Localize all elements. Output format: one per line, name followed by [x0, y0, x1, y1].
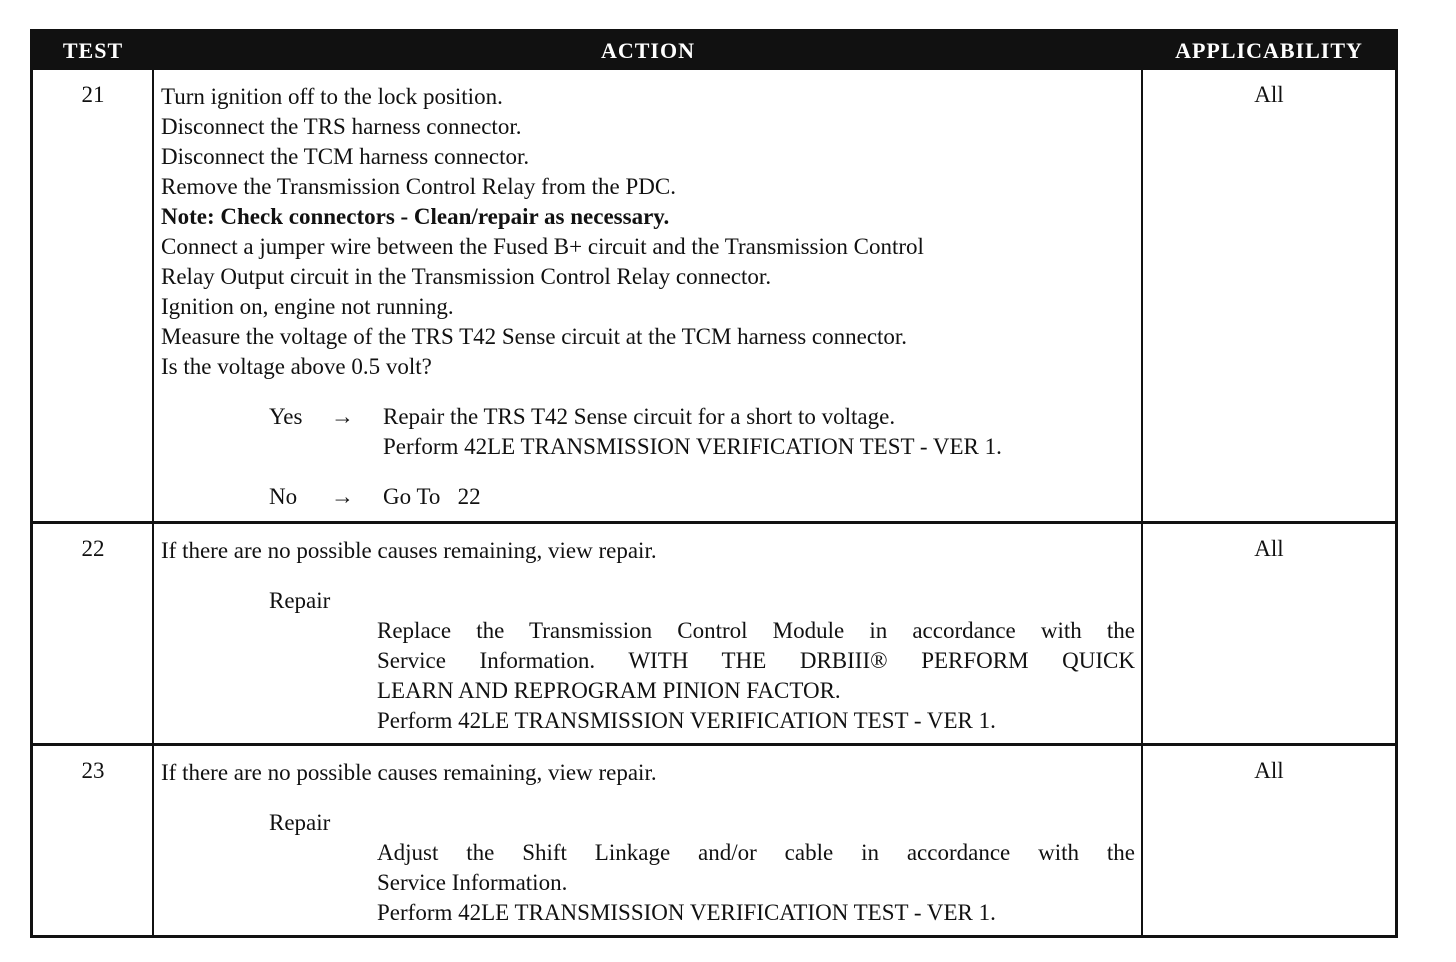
header-applicability: APPLICABILITY [1175, 38, 1363, 63]
table-row-22 [33, 521, 1395, 743]
yes-text: Repair the TRS T42 Sense circuit for a short to voltage. [383, 404, 896, 429]
note-line: Note: Check connectors - Clean/repair as necessary. [161, 204, 670, 229]
action-line: Remove the Transmission Control Relay from the PDC. [161, 174, 676, 199]
repair-line: Service Information. WITH THE DRBIII® PERFORM QUICK [377, 648, 1135, 673]
table-header [33, 32, 1395, 70]
repair-line: Perform 42LE TRANSMISSION VERIFICATION TEST - VER 1. [377, 708, 996, 733]
action-line: Connect a jumper wire between the Fused B+ circuit and the Transmission Control [161, 234, 924, 259]
header-action: ACTION [600, 38, 695, 63]
repair-text [377, 616, 1135, 736]
action-line: Ignition on, engine not running. [161, 294, 454, 319]
applicability-value: All [1254, 536, 1284, 561]
no-branch [161, 482, 1136, 512]
repair-line: Adjust the Shift Linkage and/or cable in accordance with the [377, 840, 1135, 865]
repair-text [377, 838, 1135, 928]
action-line: Disconnect the TRS harness connector. [161, 114, 522, 139]
repair-label: Repair [269, 588, 331, 613]
header-test: TEST [62, 38, 124, 63]
table-row-21 [33, 70, 1395, 521]
diagnostic-table [30, 29, 1398, 938]
column-divider [152, 70, 154, 935]
arrow-right-icon: → [331, 484, 354, 509]
action-line: Disconnect the TCM harness connector. [161, 144, 530, 169]
repair-label: Repair [269, 810, 331, 835]
table-row-23 [33, 743, 1395, 938]
no-label: No [269, 484, 298, 509]
action-cell [161, 536, 1136, 736]
applicability-value: All [1254, 758, 1284, 783]
action-line: Relay Output circuit in the Transmission Control Relay connector. [161, 264, 772, 289]
yes-branch [161, 402, 1136, 432]
yes-text-continued: Perform 42LE TRANSMISSION VERIFICATION TEST - VER 1. [383, 434, 1002, 459]
action-line: If there are no possible causes remaining, view repair. [161, 538, 657, 563]
repair-line: Replace the Transmission Control Module in accordance with the [377, 618, 1135, 643]
action-cell [161, 758, 1136, 928]
applicability-value: All [1254, 82, 1284, 107]
repair-line: LEARN AND REPROGRAM PINION FACTOR. [377, 678, 841, 703]
action-line: Is the voltage above 0.5 volt? [161, 354, 432, 379]
repair-line: Perform 42LE TRANSMISSION VERIFICATION TEST - VER 1. [377, 900, 996, 925]
action-cell [161, 82, 1136, 512]
yes-label: Yes [269, 404, 303, 429]
action-line: If there are no possible causes remaining, view repair. [161, 760, 657, 785]
action-line: Turn ignition off to the lock position. [161, 84, 503, 109]
arrow-right-icon: → [331, 404, 354, 429]
action-line: Measure the voltage of the TRS T42 Sense circuit at the TCM harness connector. [161, 324, 908, 349]
column-divider [1141, 70, 1143, 935]
goto-link[interactable]: Go To 22 [383, 484, 481, 509]
test-number: 23 [81, 758, 105, 783]
repair-line: Service Information. [377, 870, 568, 895]
test-number: 22 [81, 536, 105, 561]
test-number: 21 [81, 82, 105, 107]
